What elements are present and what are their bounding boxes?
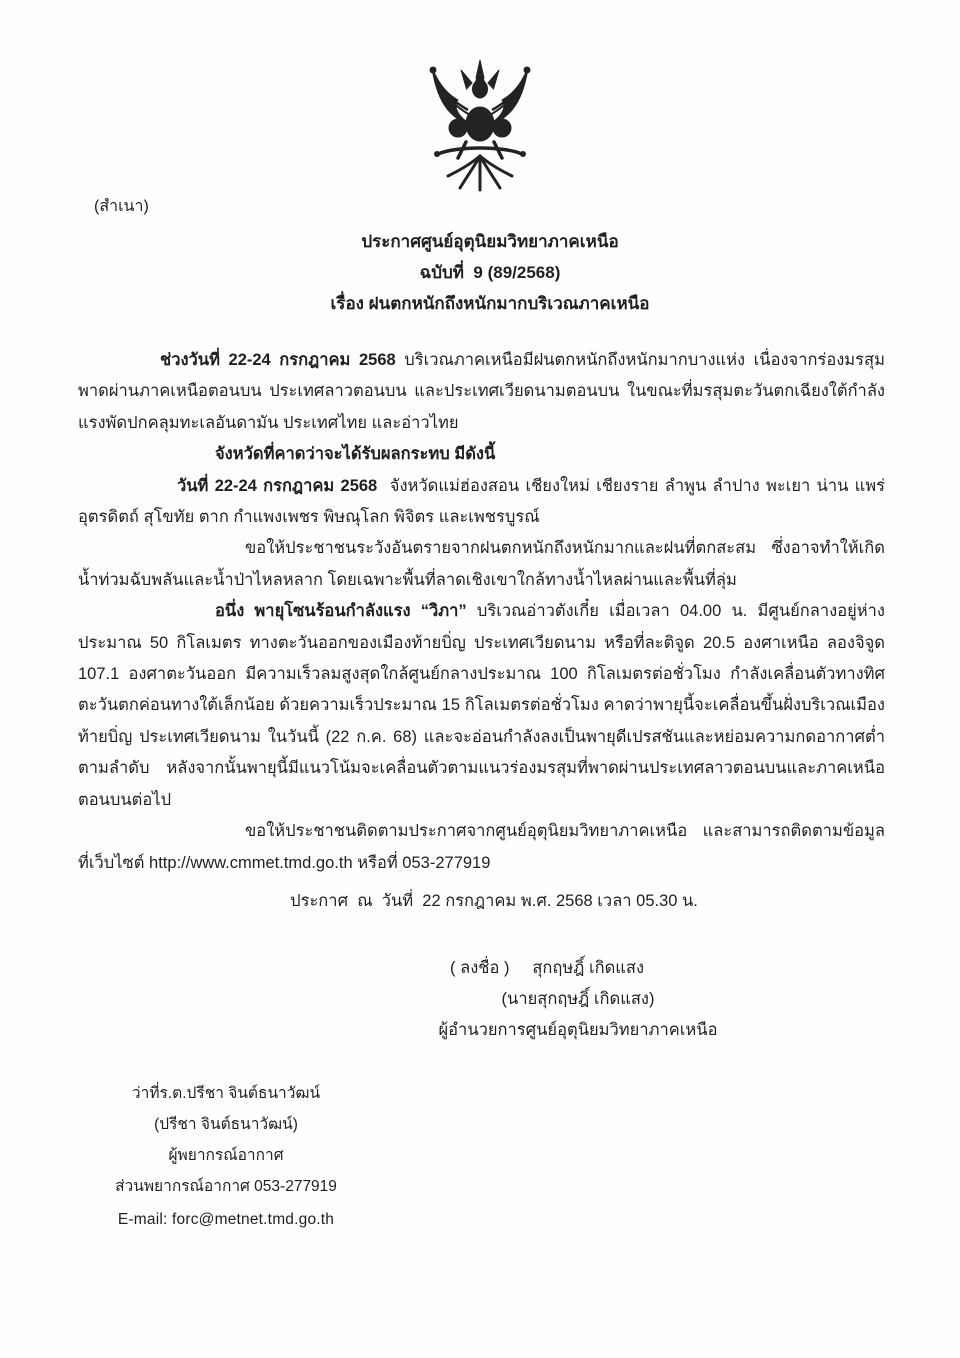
body-paragraph (78, 816, 885, 879)
signature-block (378, 953, 778, 1046)
paragraph-text: บริเวณภาคเหนือมีฝนตกหนักถึงหนักมากบางแห่ง เนื่องจากร่องมรสุมพาดผ่านภาคเหนือตอนบน ประเทศลาวตอนบน และประเทศเวียดนามตอนบน ในขณะที่มรสุมตะวันตกเฉียงใต้กำลังแรงพัดปกคลุมทะเลอันดามัน ประเทศไทย และอ่าวไทย (78, 351, 885, 432)
body-paragraph (78, 439, 885, 470)
announcement-org-title: ประกาศศูนย์อุตุนิยมวิทยาภาคเหนือ (361, 232, 619, 251)
issued-date-line: ประกาศ ณ วันที่ 22 กรกฎาคม พ.ศ. 2568 เวลา 05.30 น. (290, 892, 698, 910)
body-paragraph (78, 596, 885, 816)
paragraph-lead: จังหวัดที่คาดว่าจะได้รับผลกระทบ มีดังนี้ (215, 445, 496, 464)
signer-position: ผู้อำนวยการศูนย์อุตุนิยมวิทยาภาคเหนือ (438, 1021, 718, 1039)
paragraph-lead: วันที่ 22-24 กรกฎาคม 2568 (177, 476, 378, 495)
paragraph-text: ขอให้ประชาชนระวังอันตรายจากฝนตกหนักถึงหนักมากและฝนที่ตกสะสม ซึ่งอาจทำให้เกิดน้ำท่วมฉับพลันและน้ำป่าไหลหลาก โดยเฉพาะพื้นที่ลาดเชิงเขาใกล้ทางน้ำไหลผ่านและพื้นที่ลุ่ม (78, 539, 885, 589)
announcement-subject: เรื่อง ฝนตกหนักถึงหนักมากบริเวณภาคเหนือ (330, 294, 650, 313)
signed-by-line: ( ลงชื่อ ) สุกฤษฎิ์ เกิดแสง (450, 959, 645, 977)
paragraph-text: บริเวณอ่าวตังเกี๋ย เมื่อเวลา 04.00 น. มีศูนย์กลางอยู่ห่างประมาณ 50 กิโลเมตร ทางตะวันออกของเมืองท้ายบิ่ญ ประเทศเวียดนาม หรือที่ละติจูด 20.5 องศาเหนือ ลองจิจูด 107.1 องศาตะวันออก มีความเร็วลมสูงสุดใกล้ศูนย์กลางประมาณ 100 กิโลเมตรต่อชั่วโมง กำลังเคลื่อนตัวทางทิศตะวันตกค่อนทางใต้เล็กน้อย ด้วยความเร็วประมาณ 15 กิโลเมตรต่อชั่วโมง คาดว่าพายุนี้จะเคลื่อนขึ้นฝั่งบริเวณเมืองท้ายบิ่ญ ประเทศเวียดนาม ในวันนี้ (22 ก.ค. 68) และจะอ่อนกำลังลงเป็นพายุดีเปรสชันและหย่อมความกดอากาศต่ำตามลำดับ หลังจากนั้นพายุนี้มีแนวโน้มจะเคลื่อนตัวตามแนวร่องมรสุมที่พาดผ่านประเทศลาวตอนบนและภาคเหนือตอนบนต่อไป (78, 602, 885, 809)
garuda-emblem (400, 58, 560, 196)
paragraph-text: ขอให้ประชาชนติดตามประกาศจากศูนย์อุตุนิยมวิทยาภาคเหนือ และสามารถติดตามข้อมูลที่เว็บไซต์ http://www.cmmet.tmd.go.th หรือที่ 053-277919 (78, 822, 885, 872)
signer-name: (นายสุกฤษฎิ์ เกิดแสง) (501, 990, 655, 1008)
body-paragraph (78, 533, 885, 596)
forecaster-email: E-mail: forc@metnet.tmd.go.th (117, 1211, 335, 1228)
forecaster-position: ผู้พยากรณ์อากาศ (168, 1147, 284, 1164)
body-paragraph (78, 471, 885, 534)
forecaster-section-phone: ส่วนพยากรณ์อากาศ 053-277919 (115, 1178, 337, 1195)
body-text (78, 345, 885, 879)
forecaster-name: ว่าที่ร.ต.ปรีชา จินต์ธนาวัฒน์ (131, 1085, 321, 1102)
paragraph-lead: ช่วงวันที่ 22-24 กรกฎาคม 2568 (160, 351, 396, 369)
paragraph-text: จังหวัดแม่ฮ่องสอน เชียงใหม่ เชียงราย ลำพูน ลำปาง พะเยา น่าน แพร่ อุตรดิตถ์ สุโขทัย ตาก กำแพงเพชร พิษณุโลก พิจิตร และเพชรบูรณ์ (78, 476, 886, 527)
forecaster-name-paren: (ปรีชา จินต์ธนาวัฒน์) (154, 1116, 298, 1133)
copy-label: (สำเนา) (94, 198, 149, 215)
title-block (0, 226, 960, 319)
body-paragraph (78, 345, 885, 439)
announcement-issue-number: ฉบับที่ 9 (89/2568) (419, 263, 561, 282)
paragraph-lead: อนึ่ง พายุโซนร้อนกำลังแรง “วิภา” (215, 602, 467, 621)
forecaster-block (96, 1078, 356, 1235)
